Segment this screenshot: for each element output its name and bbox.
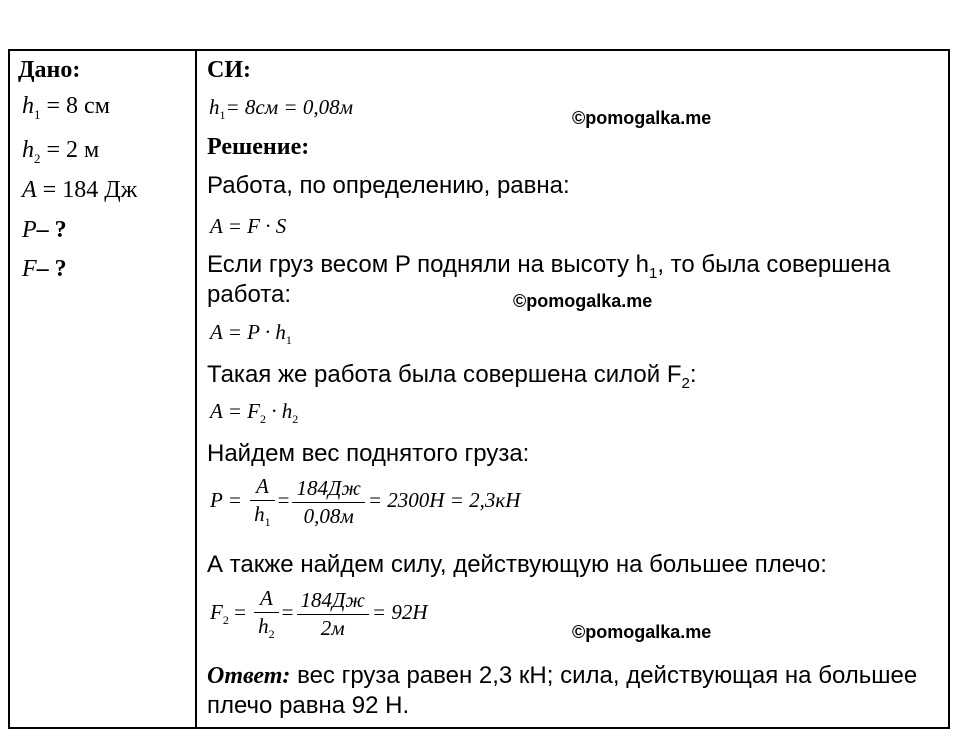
given-header: Дано: xyxy=(18,57,81,83)
column-divider xyxy=(195,49,197,729)
si-conversion-sub: 1 xyxy=(219,108,226,123)
formula-weight-frac-1-den-sub: 1 xyxy=(264,515,271,530)
answer-line-1 xyxy=(207,662,917,690)
formula-work-force xyxy=(210,399,298,427)
solution-line-4b: : xyxy=(689,361,697,388)
solution-line-2 xyxy=(207,251,890,282)
given-h2-sub: 2 xyxy=(34,150,41,166)
given-h2-symbol: h xyxy=(22,137,34,163)
solution-line-4a: Такая же работа была совершена силой F xyxy=(207,361,682,388)
given-h1 xyxy=(22,93,110,123)
formula-force-frac-1-num: A xyxy=(254,586,279,613)
solution-line-2-sub: 1 xyxy=(648,264,658,282)
answer-label: Ответ: xyxy=(207,663,291,689)
given-h1-sub: 1 xyxy=(34,106,41,122)
formula-work-force-sub2: 2 xyxy=(292,412,299,427)
formula-weight-frac-2-num: 184Дж xyxy=(292,476,364,503)
given-F-value: – ? xyxy=(36,256,67,282)
formula-weight-frac-2-den: 0,08м xyxy=(303,503,354,528)
formula-force: $F_2$ = $\frac{A}{h_2}$ = $\frac{184Дж}{2м}$ = 92H xyxy=(210,586,428,642)
given-F xyxy=(22,256,67,283)
formula-weight-frac-1-den: h xyxy=(254,502,265,526)
given-h2 xyxy=(22,137,99,167)
formula-force-lhs-sub: 2 xyxy=(222,613,229,628)
solution-line-6: А также найдем силу, действующую на большее плечо: xyxy=(207,551,827,578)
formula-weight: P = $\frac{A}{h_1}$ = $\frac{184Дж}{0,08м}$ = 2300H = 2,3кH xyxy=(210,474,521,530)
formula-weight-frac-1-den-wrap xyxy=(250,501,275,530)
formula-force-frac-1-den-wrap xyxy=(254,613,279,642)
given-h1-value: = 8 см xyxy=(46,93,110,119)
solution-line-4-sub: 2 xyxy=(681,374,690,392)
given-h1-symbol: h xyxy=(22,93,34,119)
formula-work-force-mid: · h xyxy=(265,399,293,423)
formula-force-eq: = xyxy=(234,599,246,624)
answer-text-1: вес груза равен 2,3 кН; сила, действующая на большее xyxy=(290,662,918,689)
formula-force-frac-1-den: h xyxy=(258,614,269,638)
given-P-value: – ? xyxy=(36,217,67,243)
given-A-value: = 184 Дж xyxy=(42,177,138,203)
formula-force-frac-1-den-sub: 2 xyxy=(268,627,275,642)
formula-force-frac-2-den: 2м xyxy=(320,615,345,640)
solution-line-2b: , то была совершена xyxy=(657,251,891,278)
given-A-symbol: A xyxy=(22,177,37,203)
si-conversion-lhs: h xyxy=(209,95,220,119)
formula-work-def-text: A = F · S xyxy=(210,214,287,238)
answer-line-2: плечо равна 92 Н. xyxy=(207,692,410,719)
watermark-1: ©pomogalka.me xyxy=(572,108,712,128)
formula-work-weight-sub: 1 xyxy=(285,333,292,348)
given-F-symbol: F xyxy=(22,256,37,282)
given-P-symbol: P xyxy=(22,217,37,243)
given-A xyxy=(22,177,137,204)
si-header: СИ: xyxy=(207,57,251,83)
solution-line-2a: Если груз весом P подняли на высоту h xyxy=(207,251,649,278)
given-P xyxy=(22,217,67,244)
given-h2-value: = 2 м xyxy=(46,137,100,163)
formula-work-force-sub1: 2 xyxy=(259,412,266,427)
formula-weight-frac-1 xyxy=(250,474,275,530)
watermark-3: ©pomogalka.me xyxy=(572,622,712,642)
si-conversion xyxy=(209,95,353,123)
formula-force-frac-2 xyxy=(297,588,369,641)
formula-force-rhs: = 92H xyxy=(371,599,428,624)
formula-weight-frac-2 xyxy=(292,476,364,529)
solution-line-1: Работа, по определению, равна: xyxy=(207,172,570,199)
formula-work-weight xyxy=(210,320,292,348)
formula-weight-frac-1-num: A xyxy=(250,474,275,501)
formula-work-force-lhs: A = F xyxy=(210,399,260,423)
formula-force-lhs: F xyxy=(210,599,223,624)
watermark-2: ©pomogalka.me xyxy=(513,291,653,311)
solution-header: Решение: xyxy=(207,134,310,160)
formula-work-def xyxy=(210,214,286,239)
formula-weight-rhs: = 2300H = 2,3кH xyxy=(367,487,521,512)
solution-line-3: работа: xyxy=(207,281,291,308)
formula-force-frac-2-num: 184Дж xyxy=(297,588,369,615)
formula-weight-lhs: P = xyxy=(210,487,242,512)
formula-force-frac-1 xyxy=(254,586,279,642)
formula-work-weight-lhs: A = P · h xyxy=(210,320,286,344)
si-conversion-rhs: = 8см = 0,08м xyxy=(225,95,353,119)
solution-line-5: Найдем вес поднятого груза: xyxy=(207,440,530,467)
solution-line-4 xyxy=(207,361,697,392)
